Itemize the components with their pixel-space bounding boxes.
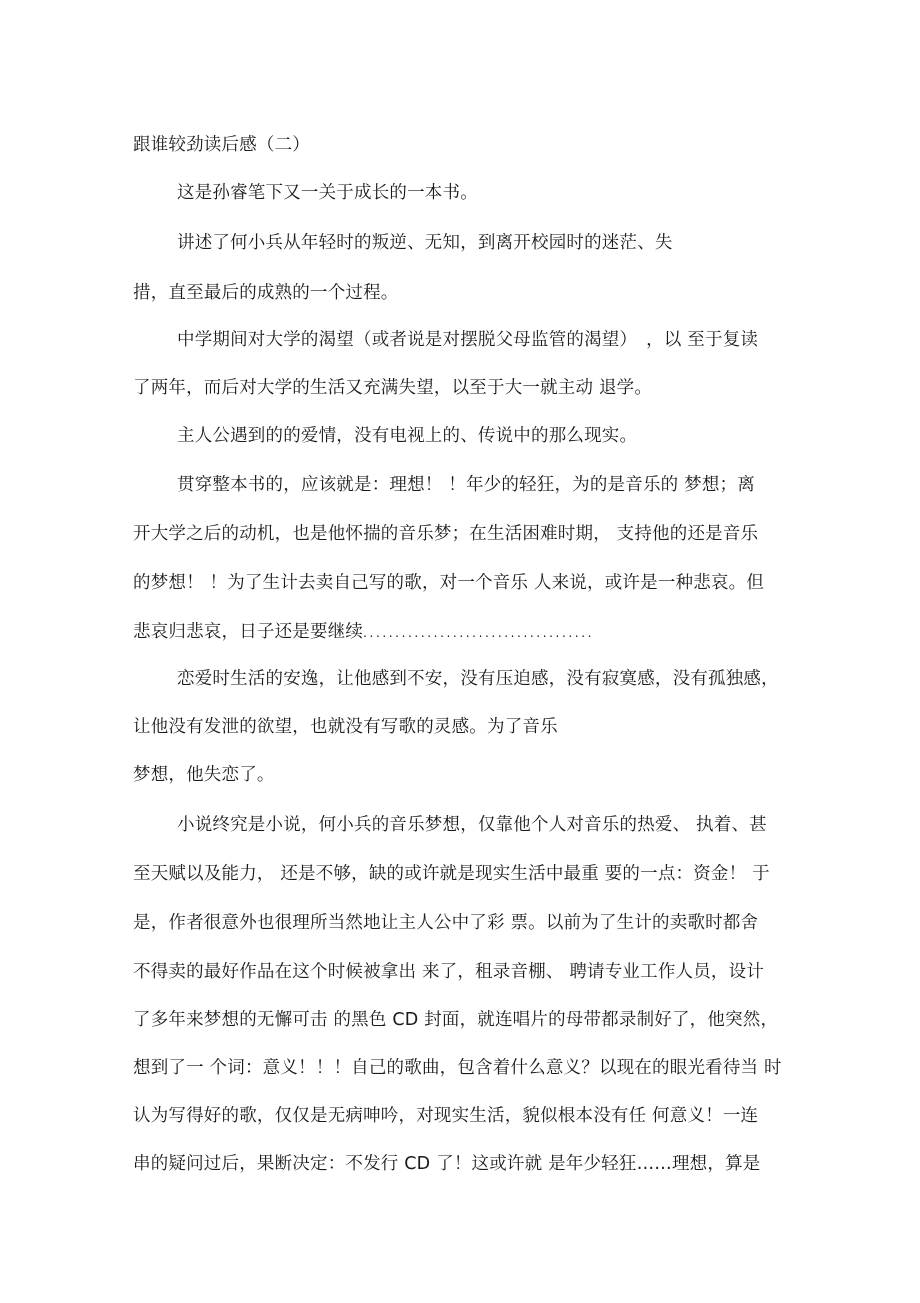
text-line-5: 了两年，而后对大学的生活又充满失望，以至于大一就主动 退学。 <box>133 378 653 398</box>
text-line-16: 是，作者很意外也很理所当然地让主人公中了彩 票。以前为了生计的卖歌时都舍 <box>133 913 759 933</box>
text-line-19: 想到了一 个词：意义！！！自己的歌曲，包含着什么意义？以现在的眼光看待当 时 <box>133 1058 782 1078</box>
text-line-10-text: 悲哀归悲哀，日子还是要继续 <box>133 622 364 642</box>
text-line-4: 中学期间对大学的渴望（或者说是对摆脱父母监管的渴望） ，以 至于复读 <box>177 330 759 350</box>
text-line-10 <box>133 620 594 645</box>
text-line-20: 认为写得好的歌，仅仅是无病呻吟，对现实生活，貌似根本没有任 何意义！一连 <box>133 1106 759 1126</box>
text-line-17: 不得卖的最好作品在这个时候被拿出 来了，租录音棚、 聘请专业工作人员，设计 <box>133 962 765 982</box>
text-line-14: 小说终究是小说，何小兵的音乐梦想，仅靠他个人对音乐的热爱、 执着、甚 <box>177 815 767 835</box>
text-line-12: 让他没有发泄的欲望，也就没有写歌的灵感。为了音乐 <box>133 717 558 737</box>
text-line-21: 串的疑问过后，果断决定：不发行 CD 了！这或许就 是年少轻狂……理想，算是 <box>133 1154 761 1174</box>
text-line-3: 措，直至最后的成熟的一个过程。 <box>133 283 399 303</box>
text-line-11: 恋爱时生活的安逸，让他感到不安，没有压迫感，没有寂寞感，没有孤独感， <box>177 669 779 689</box>
text-line-6: 主人公遇到的的爱情，没有电视上的、传说中的那么现实。 <box>177 426 638 446</box>
document-title: 跟谁较劲读后感（二） <box>133 135 310 155</box>
text-line-18: 了多年来梦想的无懈可击 的黑色 CD 封面，就连唱片的母带都录制好了，他突然， <box>133 1010 779 1030</box>
ellipsis-dots: .................................... <box>363 626 595 640</box>
text-line-13: 梦想，他失恋了。 <box>133 765 275 785</box>
text-line-7: 贯穿整本书的，应该就是：理想！ ！年少的轻狂，为的是音乐的 梦想；离 <box>177 475 755 495</box>
text-line-15: 至天赋以及能力， 还是不够，缺的或许就是现实生活中最重 要的一点：资金！ 于 <box>133 864 770 884</box>
text-line-2: 讲述了何小兵从年轻时的叛逆、无知，到离开校园时的迷茫、失 <box>177 233 673 253</box>
text-line-9: 的梦想！ ！为了生计去卖自己写的歌，对一个音乐 人来说，或许是一种悲哀。但 <box>133 573 765 593</box>
text-line-1: 这是孙睿笔下又一关于成长的一本书。 <box>177 183 478 203</box>
text-line-8: 开大学之后的动机，也是他怀揣的音乐梦；在生活困难时期， 支持他的还是音乐 <box>133 524 759 544</box>
